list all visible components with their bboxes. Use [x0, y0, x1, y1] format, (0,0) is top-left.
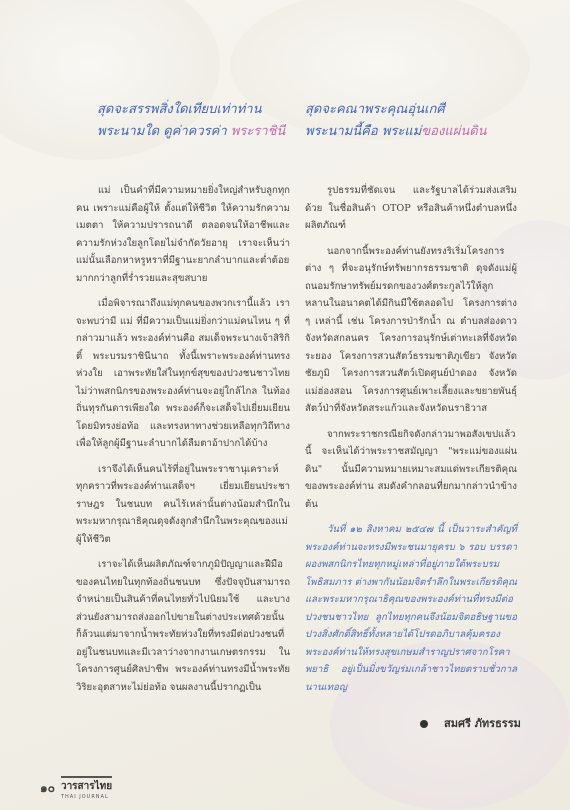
article-paragraph: แม่ เป็นคำที่มีความหมายยิ่งใหญ่สำหรับลูกทุกคน เพราะแม่คือผู้ให้ ตั้งแต่ให้ชีวิต ให้ความรักความเมตตา ให้ความปรารถนาดี ตลอดจนให้อาชีพและความรักห่วงใยลูกโดยไม่จำกัดวัยอายุ เราจะเห็นว่าแม่นั้นเลือกหาหรูหราที่มีฐานะยากลำบากและต่ำต้อยมากกว่าลูกที่ร่ำรวยและสุขสบาย [76, 185, 290, 284]
poem-line-right-1 [305, 102, 445, 118]
poem-text: ของแผ่นดิน [421, 124, 487, 139]
poem-text: สุดจะคณาพระคุณอุ่นเกศี [305, 102, 445, 117]
poem-text: พระราชินี [230, 124, 286, 139]
journal-logo-text: วารสารไทย [61, 776, 112, 794]
article-paragraph: เมื่อพิจารณาถึงแม่ทุกคนของพวกเรานี้แล้ว เราจะพบว่ามี แม่ ที่มีความเป็นแม่ยิ่งกว่าแม่คนไหน ๆ ที่กล่าวมาแล้ว พระองค์ท่านคือ สมเด็จพระนางเจ้าสิริกิติ์ พระบรมราชินีนาถ ทั้งนี้เพราะพระองค์ท่านทรงห่วงใย เอาพระทัยใส่ในทุกข์สุขของปวงชนชาวไทย ไม่ว่าพสกนิกรของพระองค์ท่านจะอยู่ใกล้ไกล ในท้องถิ่นทุรกันดารเพียงใด พระองค์ก็จะเสด็จไปเยี่ยมเยียนโดยมิทรงย่อท้อ และทรงหาทางช่วยเหลือทุกวิถีทางเพื่อให้ลูกผู้มีฐานะลำบากได้ลืมตาอ้าปากได้บ้าง [76, 298, 290, 449]
poem-header [0, 102, 570, 152]
author-signature [420, 714, 521, 732]
poem-text: พระนามนี้คือ พระแม่ [305, 124, 422, 139]
article-column-right [305, 182, 517, 704]
poem-line-left-1 [97, 102, 261, 118]
article-paragraph: จากพระราชกรณียกิจดังกล่าวมาพอสังเขปแล้วนี้ จะเห็นได้ว่าพระราชสมัญญา "พระแม่ของแผ่นดิน" นั้นมีความหมายเหมาะสมแด่พระเกียรติคุณของพระองค์ท่าน สมดังคำกลอนที่ยกมากล่าวนำข้างต้น [305, 428, 517, 510]
journal-logo-subtext: THAI JOURNAL [60, 794, 109, 800]
poem-line-left-2 [97, 124, 285, 140]
article-column-left [76, 182, 290, 704]
article-paragraph-tribute: วันที่ ๑๒ สิงหาคม ๒๕๔๗ นี้ เป็นวาระสำคัญที่พระองค์ท่านจะทรงมีพระชนมายุครบ ๖ รอบ บรรดาผองพสกนิกรไทยทุกหมู่เหล่าที่อยู่ภายใต้พระบรมโพธิสมภาร ต่างพากันน้อมจิตรำลึกในพระเกียรติคุณและพระมหากรุณาธิคุณของพระองค์ท่านที่ทรงมีต่อปวงชนชาวไทย ลูกไทยทุกคนจึงน้อมจิตอธิษฐานขอปวงสิ่งศักดิ์สิทธิ์ทั้งหลายได้โปรดอภิบาลคุ้มครองพระองค์ท่านให้ทรงสุขเกษมสำราญปราศจากโรคาพยาธิ อยู่เป็นมิ่งขวัญร่มเกล้าชาวไทยตราบชั่วกาลนานเทอญ [305, 524, 517, 693]
poem-line-right-2 [305, 124, 487, 140]
poem-text: สุดจะสรรพสิ่งใดเทียบเท่าท่าน [97, 102, 262, 117]
article-paragraph: เราจะได้เห็นผลิตภัณฑ์จากภูมิปัญญาและฝีมือของคนไทยในทุกท้องถิ่นชนบท ซึ่งปัจจุบันสามารถจำหน่ายเป็นสินค้าที่คนไทยทั่วไปนิยมใช้ และบางส่วนยังสามารถส่งออกไปขายในต่างประเทศด้วยนั้น ก็ล้วนแต่มาจากน้ำพระทัยห่วงใยที่ทรงมีต่อปวงชนที่อยู่ในชนบทและมีเวลาว่างจากงานเกษตรกรรม ในโครงการศูนย์ศิลปาชีพ พระองค์ท่านทรงมีน้ำพระทัยวิริยะอุตสาหะไม่ย่อท้อ จนผลงานนี้ปรากฏเป็น [76, 559, 290, 693]
author-name: สมศรี ภัทรธรรม [444, 717, 521, 730]
article-paragraph: เราจึงได้เห็นคนไร้ที่อยู่ในพระราชานุเคราะห์ ทุกคราวที่พระองค์ท่านเสด็จฯ เยี่ยมเยียนประชาราษฎร ในชนบท คนไร้เหล่านั้นต่างน้อมสำนึกในพระมหากรุณาธิคุณดุจดังลูกสำนึกในพระคุณของแม่ผู้ให้ชีวิต [76, 463, 290, 545]
article-paragraph: รูปธรรมที่ชัดเจน และรัฐบาลได้ร่วมส่งเสริมด้วย ในชื่อสินค้า OTOP หรือสินค้าหนึ่งตำบลหนึ่งผลิตภัณฑ์ [305, 185, 517, 231]
journal-logo [61, 776, 112, 800]
page-number: ๑๐ [40, 780, 55, 795]
page-footer [40, 776, 112, 800]
bullet-icon [420, 720, 428, 728]
article-paragraph: นอกจากนี้พระองค์ท่านยังทรงริเริ่มโครงการต่าง ๆ ที่จะอนุรักษ์ทรัพยากรธรรมชาติ ดุจดังแม่ผู้ถนอมรักษาทรัพย์มรดกของวงศ์ตระกูลไว้ให้ลูกหลานในอนาคตได้มีกินมีใช้ตลอดไป โครงการต่าง ๆ เหล่านี้ เช่น โครงการป่ารักน้ำ ณ ตำบลส่องดาว จังหวัดสกลนคร โครงการอนุรักษ์เต่าทะเลที่จังหวัดระยอง โครงการสวนสัตว์ธรรมชาติภูเขียว จังหวัดชัยภูมิ โครงการสวนสัตว์เปิดศูนย์ป่าดอง จังหวัดแม่ฮ่องสอน โครงการศูนย์เพาะเลี้ยงและขยายพันธุ์สัตว์ป่าที่จังหวัดสระแก้วและจังหวัดนราธิวาส [305, 245, 517, 414]
poem-text: พระนามใด ดูค่าควรค่า [97, 124, 231, 139]
